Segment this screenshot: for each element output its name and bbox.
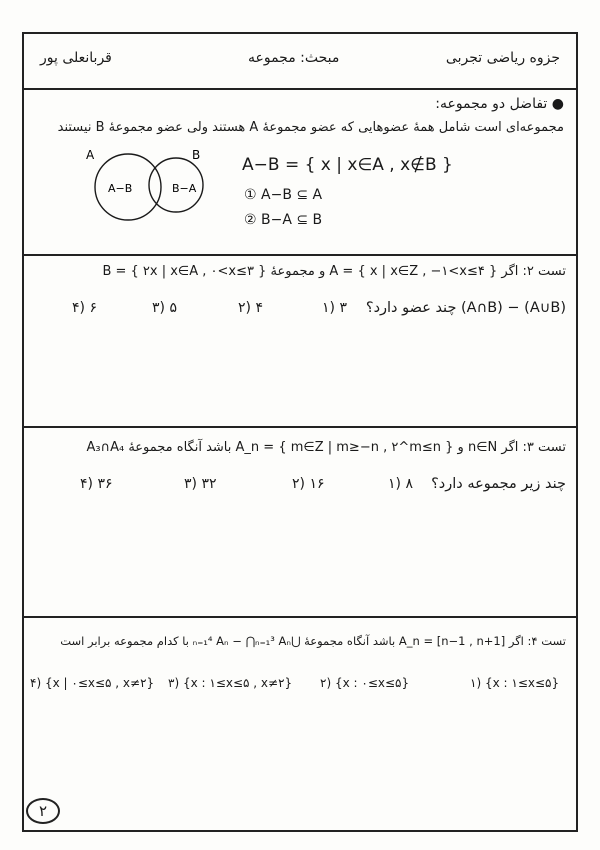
q2-statement: تست ۲: اگر A = { x | x∈Z , −۱<x≤۴ } و مجموعهٔ B = { ۲x | x∈A , ۰<x≤۳ } [102, 264, 566, 279]
header-author: قربانعلی پور [40, 50, 112, 66]
difference-formula: A−B = { x | x∈A , x∉B } [242, 155, 453, 175]
property-2-number: ② [244, 212, 257, 228]
q4-option-4: {x | ۰≤x≤۵ , x≠۲} (۴ [30, 676, 155, 690]
difference-definition: مجموعه‌ای است شامل همهٔ عضوهایی که عضو مجموعهٔ A هستند ولی عضو مجموعهٔ B نیستند [57, 120, 564, 135]
property-2 [244, 212, 322, 228]
q4-option-2: {x : ۰≤x≤۵} (۲ [320, 676, 410, 690]
property-1-text: A−B ⊆ A [261, 187, 323, 203]
q2-option-2: ۴ (۲ [238, 300, 263, 316]
divider-1 [22, 254, 578, 256]
venn-label-a: A [86, 148, 95, 162]
header-course-title: جزوه ریاضی تجربی [445, 50, 560, 66]
q4-option-3: {x : ۱≤x≤۵ , x≠۲} (۳ [168, 676, 293, 690]
divider-2 [22, 426, 578, 428]
venn-diagram [70, 145, 230, 225]
divider-3 [22, 616, 578, 618]
property-1 [244, 187, 322, 203]
page-number: ۲ [26, 798, 60, 824]
q3-option-3: ۳۲ (۳ [184, 476, 217, 492]
header-topic: مبحث: مجموعه [248, 50, 340, 66]
q4-option-1: {x : ۱≤x≤۵} (۱ [470, 676, 560, 690]
venn-label-b: B [192, 148, 201, 162]
q3-option-2: ۱۶ (۲ [292, 476, 325, 492]
venn-region-a-minus-b: A−B [108, 182, 133, 195]
q2-option-3: ۵ (۳ [152, 300, 177, 316]
q2-question: (A∪B) − (A∩B) چند عضو دارد؟ [365, 300, 566, 316]
q2-option-4: ۶ (۴ [72, 300, 97, 316]
q3-question: چند زیر مجموعه دارد؟ [431, 476, 566, 492]
q4-statement: تست ۴: اگر A_n = [n−1 , n+1] باشد آنگاه مجموعهٔ ⋃ₙ₌₁⁴ Aₙ − ⋂ₙ₌₁³ Aₙ با کدام مجموعه برابر است [60, 634, 566, 648]
section-title [435, 96, 564, 112]
property-2-text: B−A ⊆ B [261, 212, 323, 228]
q3-option-1: ۸ (۱ [388, 476, 413, 492]
q2-option-1: ۳ (۱ [322, 300, 347, 316]
q3-option-4: ۳۶ (۴ [80, 476, 113, 492]
header-divider [22, 88, 578, 90]
bullet-icon: ● [551, 96, 564, 112]
venn-region-b-minus-a: B−A [172, 182, 197, 195]
section-title-text: تفاضل دو مجموعه: [435, 96, 548, 112]
q3-statement: تست ۳: اگر n∈N و A_n = { m∈Z | m≥−n , ۲^m≤n } باشد آنگاه مجموعهٔ A₃∩A₄ [86, 440, 566, 455]
property-1-number: ① [244, 187, 257, 203]
